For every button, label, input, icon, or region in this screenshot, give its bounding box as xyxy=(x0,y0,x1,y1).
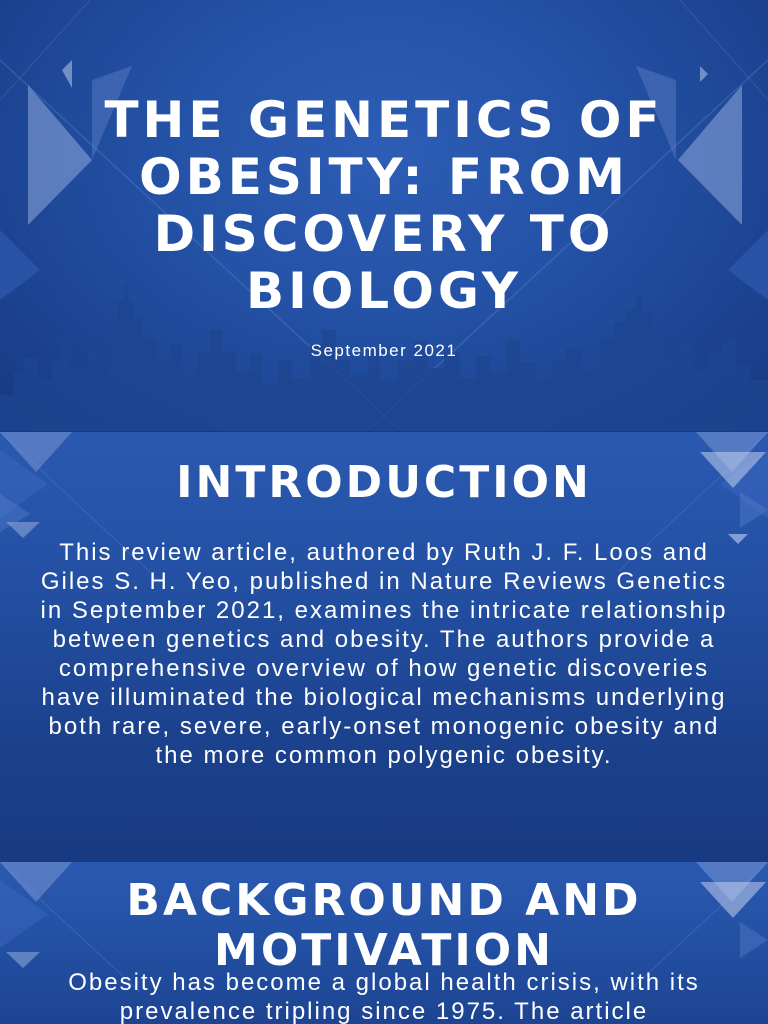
background-section xyxy=(0,862,768,1024)
page-title: THE GENETICS OF OBESITY: FROM DISCOVERY TO BIOLOGY xyxy=(104,91,664,320)
introduction-section xyxy=(0,432,768,862)
publication-date: September 2021 xyxy=(310,341,458,360)
background-text: Obesity has become a global health crisis, with its prevalence tripling since 1975. The article xyxy=(68,969,700,1024)
introduction-heading: INTRODUCTION xyxy=(176,457,592,508)
introduction-text: This review article, authored by Ruth J. F. Loos and Giles S. H. Yeo, published in Nature Reviews Genetics in September 2021, examines the intricate relationship between genetics and obesity. The authors provide a comprehensive overview of how genetic discoveries have illuminated the biological mechanisms underlying both rare, severe, early-onset monogenic obesity and the more common polygenic obesity. xyxy=(40,539,728,769)
background-heading: BACKGROUND AND MOTIVATION xyxy=(126,875,642,976)
title-section xyxy=(0,0,768,432)
